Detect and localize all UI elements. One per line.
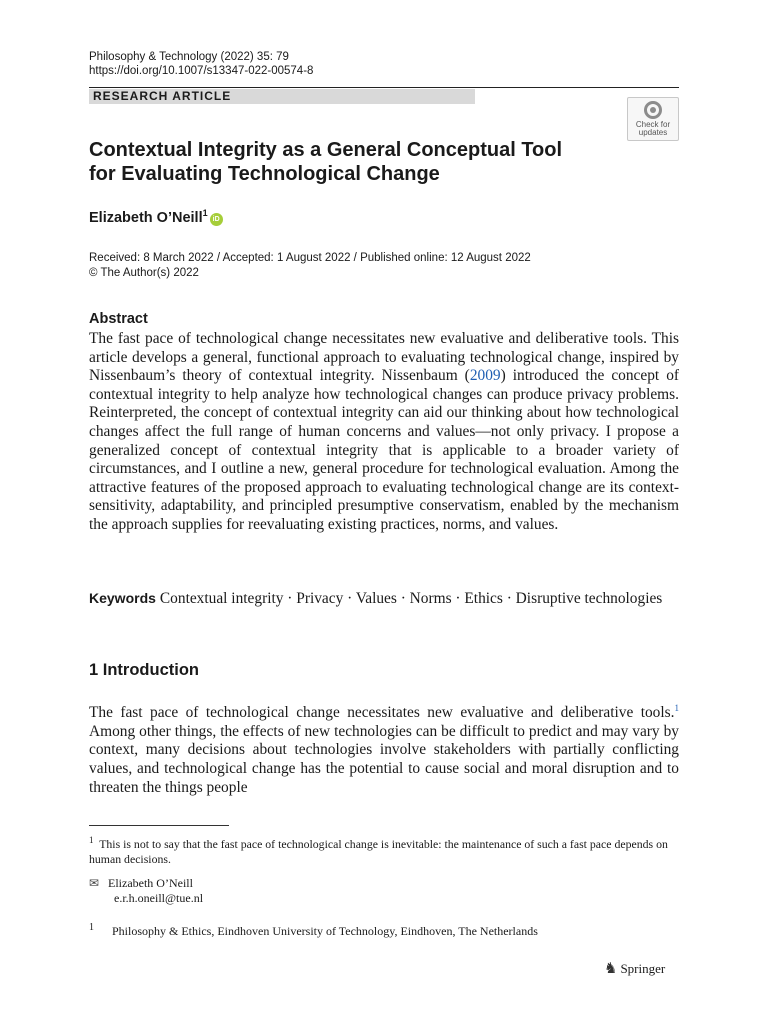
abstract-text: [89, 330, 679, 535]
abstract-heading: Abstract: [89, 311, 148, 327]
check-for-updates-badge[interactable]: [627, 97, 679, 141]
citation-link[interactable]: 2009: [469, 367, 501, 385]
contact-name: Elizabeth O’Neill: [108, 876, 193, 890]
title-line-2: for Evaluating Technological Change: [89, 163, 440, 185]
abstract-text-part-2: ) introduced the concept of contextual integrity to help analyze how technological changes can produce privacy problems. Reinterpreted, the concept of contextual integrity can aid our thinking about how technological changes affect the full range of human concerns and values—not only privacy. I propose a generalized concept of contextual integrity that is applicable to a broader variety of circumstances, and I outline a new, general procedure for technological evaluation. Among the attractive features of the proposed approach to evaluating technological change are its context-sensitivity, adaptability, and principled presumptive conservatism, enabled by the mechanism the approach supplies for reevaluating existing practices, norms, and values.: [89, 367, 680, 533]
publisher-name: Springer: [620, 961, 666, 976]
author-affiliation-ref: 1: [202, 208, 208, 218]
publication-dates: [89, 251, 531, 280]
article-type-banner: RESEARCH ARTICLE: [89, 89, 475, 104]
footnote-number: 1: [89, 835, 94, 845]
corresponding-author: [89, 876, 203, 906]
footnote-rule: [89, 825, 229, 826]
abstract-text-part-1: The fast pace of technological change necessitates new evaluative and deliberative tools. This article develops a general, functional approach to evaluating technological change, inspired by Nissenbaum’s theory of contextual integrity. Nissenbaum (: [89, 330, 679, 385]
doi-link[interactable]: https://doi.org/10.1007/s13347-022-00574-8: [89, 65, 314, 77]
affiliation: [89, 920, 538, 939]
intro-text-part-2: Among other things, the effects of new technologies can be difficult to predict and may vary by context, many decisions about technologies involve stakeholders with partially conflicting values, and technological change has the potential to cause social and moral disruption and to threaten the things people: [89, 722, 679, 796]
dates-line: Received: 8 March 2022 / Accepted: 1 August 2022 / Published online: 12 August 2022: [89, 252, 531, 264]
title-line-1: Contextual Integrity as a General Conceptual Tool: [89, 139, 563, 161]
header-rule: [89, 87, 679, 88]
author-name[interactable]: Elizabeth O’Neill: [89, 209, 203, 226]
footnote-text: This is not to say that the fast pace of technological change is inevitable: the maintenance of such a fast pace depends on human decisions.: [89, 836, 668, 866]
footnote-ref-link[interactable]: 1: [674, 703, 679, 713]
author-line: [89, 208, 223, 226]
orcid-icon[interactable]: iD: [210, 213, 223, 226]
section-heading: 1 Introduction: [89, 661, 199, 679]
journal-header: [89, 50, 313, 78]
affiliation-number: 1: [89, 922, 94, 933]
affiliation-text: Philosophy & Ethics, Eindhoven University of Technology, Eindhoven, The Netherlands: [112, 924, 538, 938]
article-title: [89, 138, 609, 186]
intro-text-part-1: The fast pace of technological change necessitates new evaluative and deliberative tools.: [89, 704, 675, 722]
copyright-line: © The Author(s) 2022: [89, 266, 199, 279]
contact-email[interactable]: e.r.h.oneill@tue.nl: [114, 891, 204, 905]
envelope-icon: ✉: [89, 876, 100, 890]
publisher-logo: [604, 959, 665, 978]
journal-citation: Philosophy & Technology (2022) 35: 79: [89, 51, 289, 63]
footnote: [89, 833, 679, 867]
keywords-label: Keywords: [89, 590, 156, 606]
keywords-list: Contextual integrity · Privacy · Values · Norms · Ethics · Disruptive technologies: [159, 590, 663, 607]
update-icon: [644, 101, 662, 119]
intro-paragraph: [89, 699, 679, 797]
keywords-line: [89, 589, 679, 609]
check-for-updates-label: Check for updates: [635, 120, 671, 137]
springer-horse-icon: ♞: [604, 961, 618, 977]
